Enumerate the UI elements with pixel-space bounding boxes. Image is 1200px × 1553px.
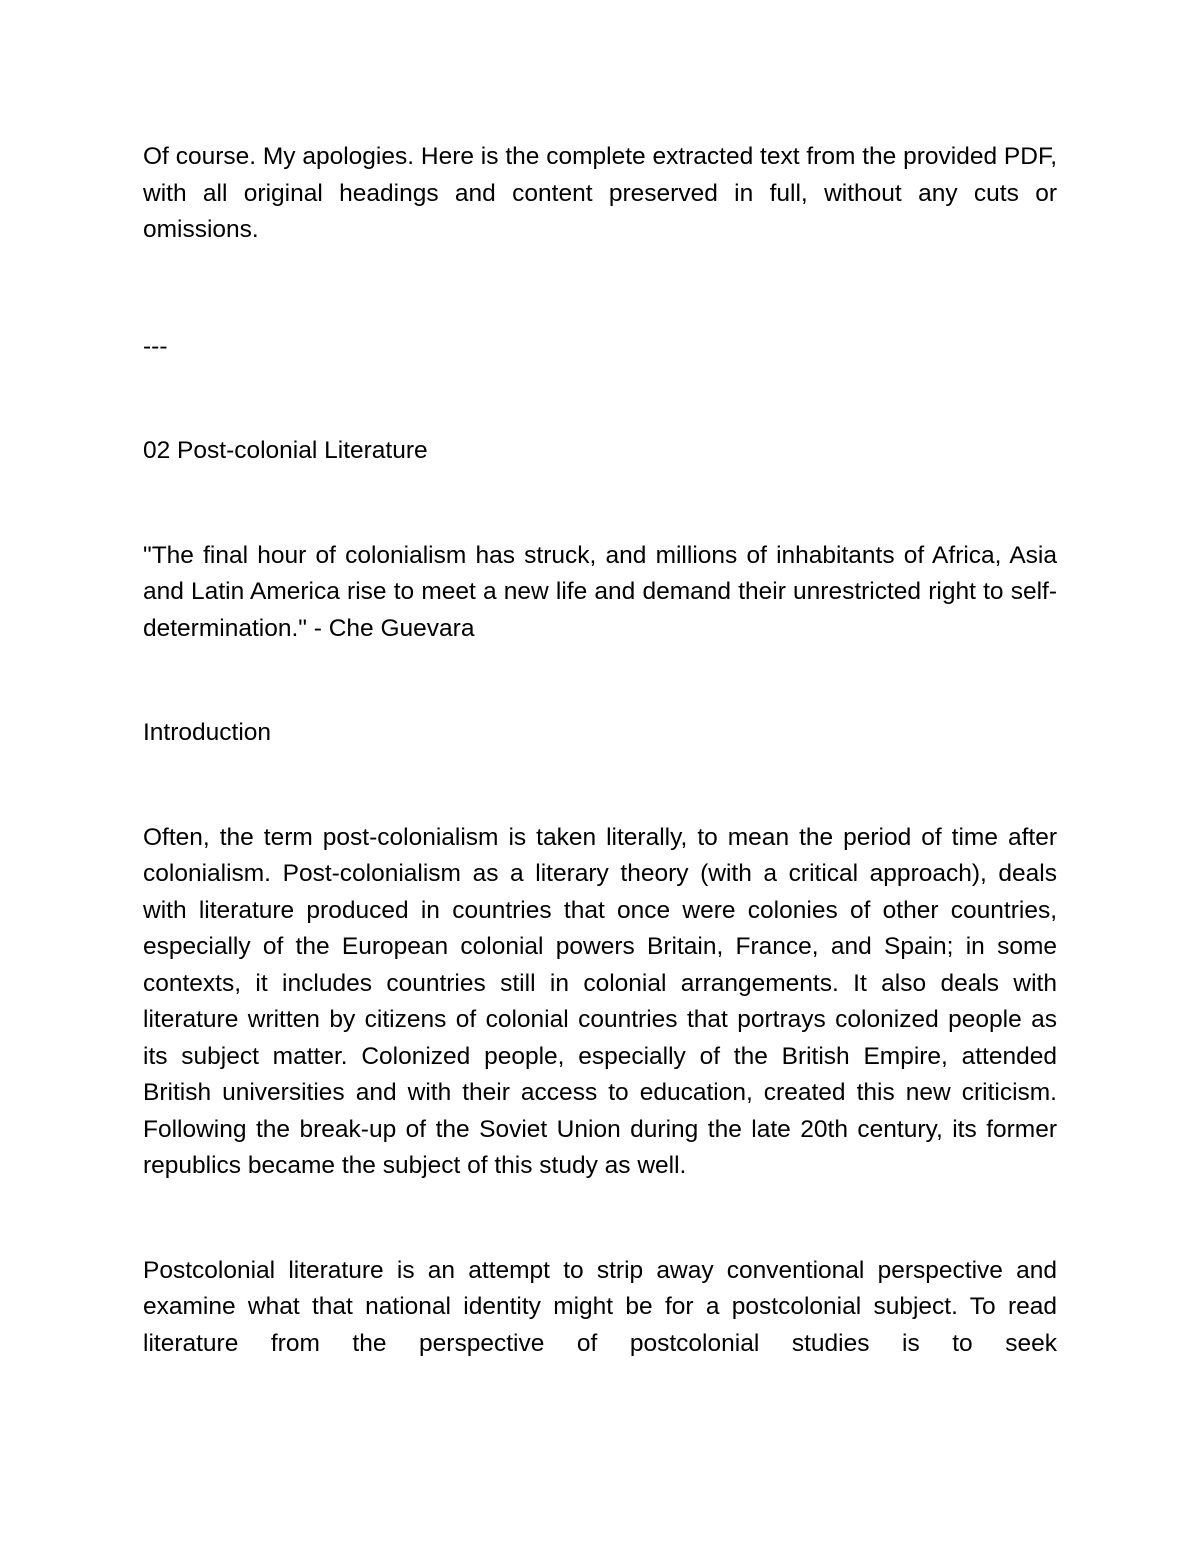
- spacer: [143, 249, 1057, 317]
- introduction-heading: Introduction: [143, 719, 272, 746]
- spacer: [143, 1185, 1057, 1253]
- spacer: [143, 647, 1057, 715]
- spacer: [143, 365, 1057, 433]
- spacer: [143, 470, 1057, 538]
- quote-paragraph: "The final hour of colonialism has struck, and millions of inhabitants of Africa, Asia and Latin America rise to meet a new life and demand their unrestricted right to self-determination." - Che Guevara: [143, 541, 1057, 642]
- intro-paragraph: Of course. My apologies. Here is the complete extracted text from the provided PDF, with all original headings and content preserved in full, without any cuts or omissions.: [143, 143, 1057, 243]
- document-page: [143, 139, 1057, 1362]
- spacer: [143, 752, 1057, 820]
- separator-line: ---: [143, 332, 168, 360]
- section-title: 02 Post-colonial Literature: [143, 437, 428, 464]
- body-paragraph-2: Postcolonial literature is an attempt to strip away conventional perspective and examine what that national identity might be for a postcolonial subject. To read literature from the perspective of postcolonial studies is to seek: [143, 1256, 1057, 1357]
- body-paragraph-1: Often, the term post-colonialism is taken literally, to mean the period of time after colonialism. Post-colonialism as a literary theory (with a critical approach), deals with literature produced in countries that once were colonies of other countries, especially of the European colonial powers Britain, France, and Spain; in some contexts, it includes countries still in colonial arrangements. It also deals with literature written by citizens of colonial countries that portrays colonized people as its subject matter. Colonized people, especially of the British Empire, attended British universities and with their access to education, created this new criticism. Following the break-up of the Soviet Union during the late 20th century, its former republics became the subject of this study as well.: [143, 823, 1057, 1179]
